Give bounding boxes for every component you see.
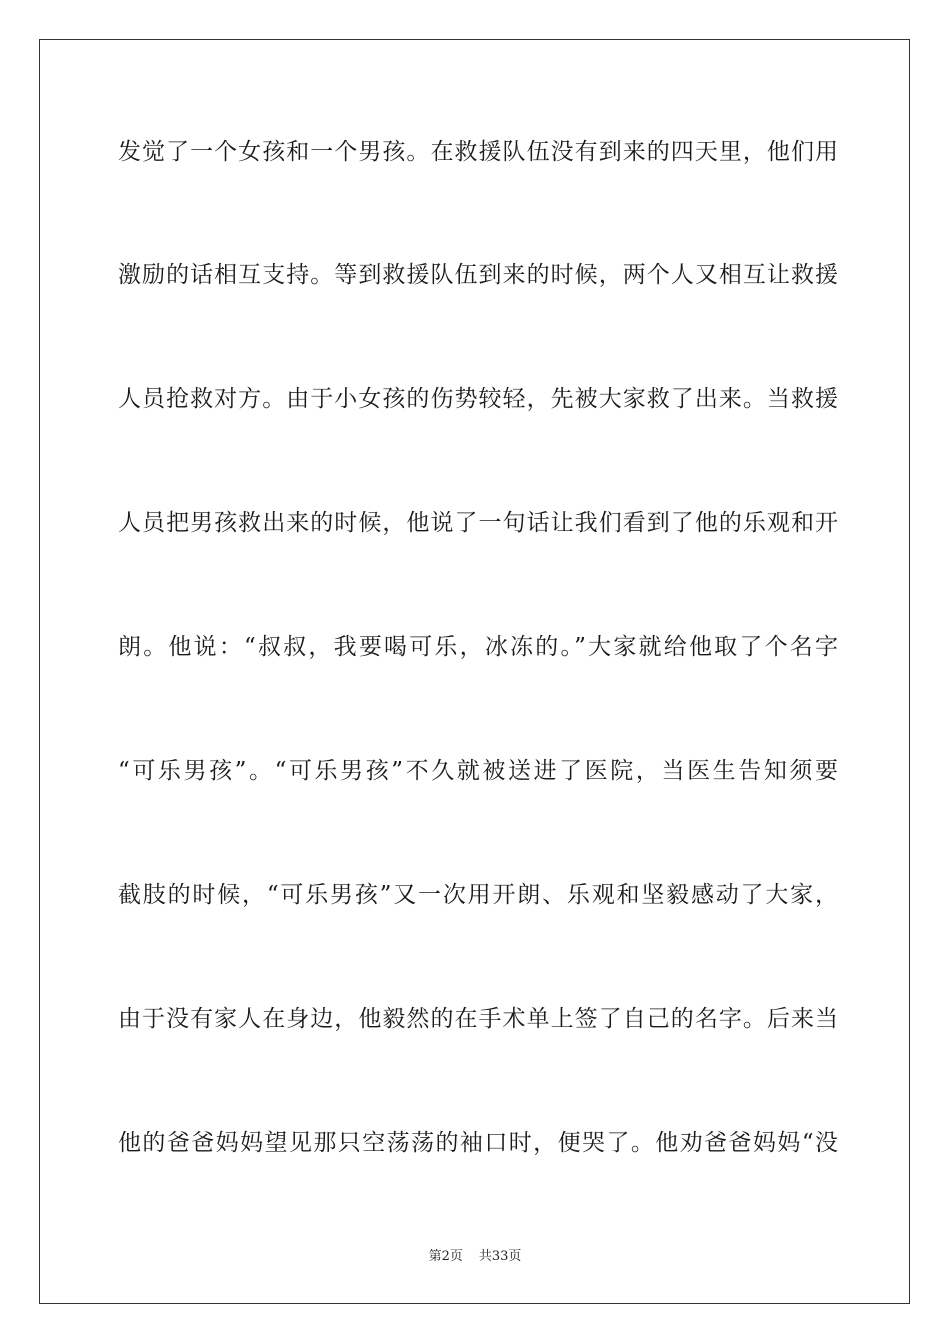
text-line: 由于没有家人在身边，他毅然的在手术单上签了自己的名字。后来当 xyxy=(118,1006,838,1032)
text-line: 人员抢救对方。由于小女孩的伤势较轻，先被大家救了出来。当救援 xyxy=(118,386,838,412)
text-line: 截肢的时候，“可乐男孩”又一次用开朗、乐观和坚毅感动了大家， xyxy=(118,882,838,908)
page-number: 第2页 xyxy=(428,1249,463,1264)
text-line: 人员把男孩救出来的时候，他说了一句话让我们看到了他的乐观和开 xyxy=(118,510,838,536)
text-line: 激励的话相互支持。等到救援队伍到来的时候，两个人又相互让救援 xyxy=(118,262,838,288)
text-line: 他的爸爸妈妈望见那只空荡荡的袖口时，便哭了。他劝爸爸妈妈“没 xyxy=(118,1130,838,1156)
page-border xyxy=(39,39,910,1304)
text-line: 朗。他说：“叔叔，我要喝可乐，冰冻的。”大家就给他取了个名字 xyxy=(118,634,838,660)
text-line: “可乐男孩”。“可乐男孩”不久就被送进了医院，当医生告知须要 xyxy=(118,758,838,784)
text-line: 发觉了一个女孩和一个男孩。在救援队伍没有到来的四天里，他们用 xyxy=(118,139,838,165)
page-footer xyxy=(0,1248,950,1266)
page-total: 共33页 xyxy=(478,1249,522,1264)
